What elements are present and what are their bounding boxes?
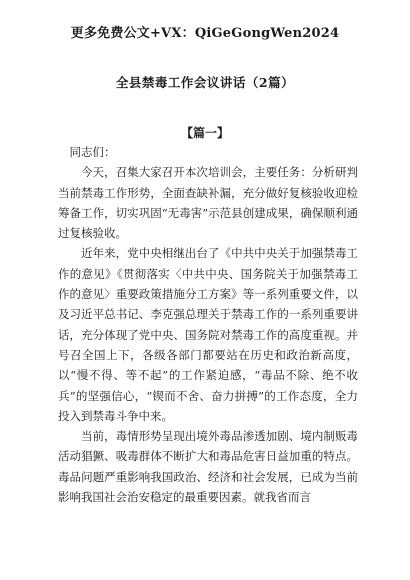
document-body [58,142,358,507]
promo-header: 更多免费公文+VX：QiGeGongWen2024 [70,26,340,41]
document-title: 全县禁毒工作会议讲话（2篇） [115,75,295,90]
section-label: 【篇一】 [180,126,229,140]
paragraph-3: 当前，毒情形势呈现出境外毒品渗透加剧、境内制贩毒活动猖獗、吸毒群体不断扩大和毒品危害日益加重的特点。毒品问题严重影响我国政治、经济和社会发展，已成为当前影响我国社会治安稳定的最重要因素。就我省而言 [58,429,358,505]
greeting: 同志们： [69,145,116,159]
paragraph-2: 近年来，党中央相继出台了《中共中央关于加强禁毒工作的意见》《贯彻落实〈中共中央、国务院关于加强禁毒工作的意见〉重要政策措施分工方案》等一系列重要文件，以及习近平总书记、李克强总理关于禁毒工作的一系列重要讲话，充分体现了党中央、国务院对禁毒工作的高度重视。并号召全国上下，各级各部门都要站在历史和政治新高度，以“慢不得、等不起”的工作紧迫感，“毒品不除、绝不收兵”的坚强信心，“锲而不舍、奋力拼搏”的工作态度，全力投入到禁毒斗争中来。 [58,246,358,423]
paragraph-1: 今天，召集大家召开本次培训会，主要任务：分析研判当前禁毒工作形势，全面查缺补漏，充分做好复核验收迎检筹备工作，切实巩固“无毒害”示范县创建成果，确保顺利通过复核验收。 [58,165,358,241]
